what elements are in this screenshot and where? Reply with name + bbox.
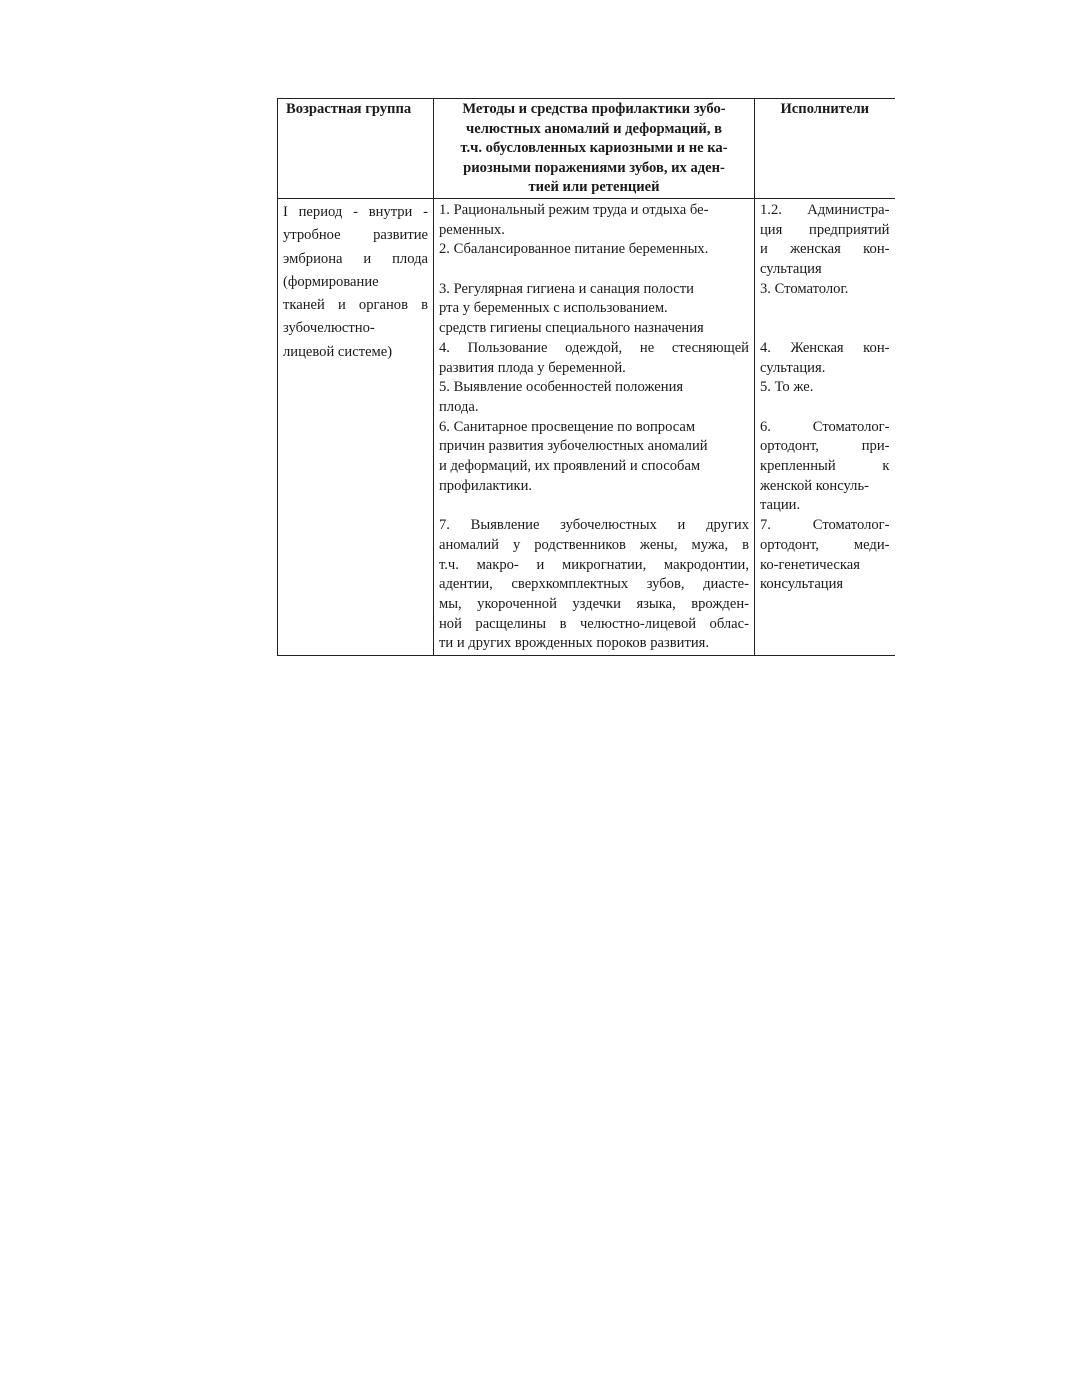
executor-7-line: ортодонт, меди- [760,536,890,553]
age-group-cell [278,198,434,655]
executor-7-line: 7. Стоматолог- [760,517,890,534]
executor-4-line: 4. Женская кон- [760,339,890,356]
age-group-line: эмбриона и плода [283,250,428,267]
method-5-line: плода. [439,398,479,415]
header-methods-line: Методы и средства профилактики зубо- [462,101,726,117]
header-methods-line: т.ч. обусловленных кариозными и не ка- [460,140,728,157]
executor-1-line: 1.2. Администра- [760,201,890,218]
executor-7-line: ко-генетическая [760,556,860,573]
executor-6-line: 6. Стоматолог- [760,418,890,435]
method-4-line: развития плода у беременной. [439,359,626,376]
method-3-line: 3. Регулярная гигиена и санация полости [439,280,694,297]
age-group-line: тканей и органов в [283,297,428,314]
header-methods-line: тией или ретенцией [528,179,660,196]
executor-1-line: ция предприятий [760,221,890,238]
header-executors: Исполнители [755,99,895,199]
executors-cell [755,198,895,655]
spacer [439,260,749,280]
method-6-line: профилактики. [439,477,533,494]
header-methods [434,99,755,199]
age-group-line: (формирование [283,273,379,290]
spacer [439,497,749,517]
executor-1-line: сультация [760,261,822,278]
age-group-line: утробное развитие [283,227,428,244]
prevention-table [277,98,895,656]
method-3-line: рта у беременных с использованием. [439,300,668,317]
method-7-line: ти и других врожденных пороков развития. [439,635,710,652]
methods-cell [434,198,755,655]
header-methods-line: риозными поражениями зубов, их аден- [463,159,725,176]
executor-6-line: ортодонт, при- [760,438,890,455]
spacer [760,398,890,418]
executor-7-line: консультация [760,576,844,593]
age-group-line: зубочелюстно- [283,320,375,337]
age-group-line: I период - внутри - [283,203,428,220]
header-methods-line: челюстных аномалий и деформаций, в [465,120,722,137]
method-3-line: средств гигиены специального назначения [439,320,704,337]
age-group-line: лицевой системе) [283,343,393,360]
method-7-line: аномалий у родственников жены, мужа, в [439,536,749,553]
spacer [760,319,890,339]
method-6-line: и деформаций, их проявлений и способам [439,458,701,475]
executor-6-line: крепленный к [760,458,890,475]
executor-6-line: тации. [760,497,801,514]
method-6-line: причин развития зубочелюстных аномалий [439,438,708,455]
executor-5-line: 5. То же. [760,379,814,396]
method-2-line: 2. Сбалансированное питание беременных. [439,241,709,258]
method-7-line: адентии, сверхкомплектных зубов, диасте- [439,576,749,593]
method-7-line: ной расщелины в челюстно-лицевой облас- [439,615,749,632]
method-7-line: мы, укороченной уздечки языка, врожден- [439,596,749,612]
header-age-group: Возрастная группа [278,99,434,199]
executor-4-line: сультация. [760,359,826,376]
method-6-line: 6. Санитарное просвещение по вопросам [439,418,696,435]
method-1-line: 1. Рациональный режим труда и отдыха бе- [439,201,709,218]
header-row [278,99,895,199]
executor-3-line: 3. Стоматолог. [760,280,849,297]
table-row [278,198,895,655]
spacer [760,299,890,319]
method-4-line: 4. Пользование одеждой, не стесняющей [439,339,749,356]
method-5-line: 5. Выявление особенностей положения [439,379,684,396]
executor-1-line: и женская кон- [760,241,890,258]
executor-6-line: женской консуль- [760,477,869,494]
method-7-line: 7. Выявление зубочелюстных и других [439,517,749,534]
method-1-line: ременных. [439,221,505,238]
method-7-line: т.ч. макро- и микрогнатии, макродонтии, [439,556,749,573]
